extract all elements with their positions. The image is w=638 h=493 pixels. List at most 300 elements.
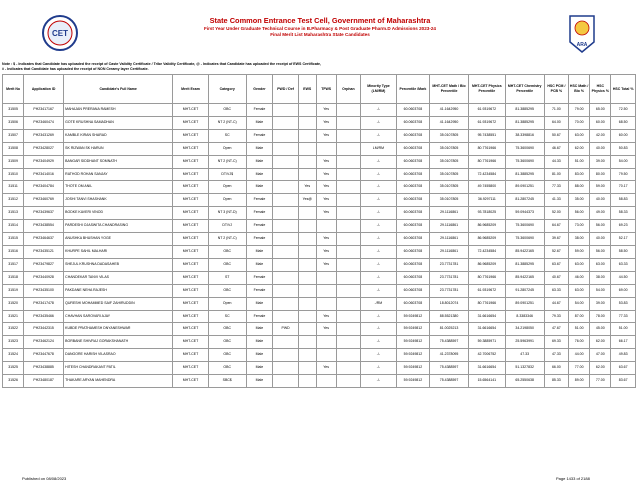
table-cell: MHT-CET bbox=[173, 362, 209, 375]
table-cell bbox=[336, 323, 360, 336]
table-cell: 31.6616654 bbox=[469, 362, 506, 375]
table-cell: 63.00 bbox=[590, 258, 611, 271]
table-cell bbox=[336, 349, 360, 362]
table-cell: 31507 bbox=[3, 129, 24, 142]
table-cell: 41.2378095 bbox=[430, 349, 469, 362]
table-cell: 51.00 bbox=[569, 323, 590, 336]
table-cell: 56.00 bbox=[590, 245, 611, 258]
table-cell bbox=[298, 336, 316, 349]
table-cell: 35.0107805 bbox=[430, 168, 469, 181]
table-cell: 62.00 bbox=[590, 362, 611, 375]
table-cell: 59.9249812 bbox=[396, 362, 429, 375]
table-cell: Female bbox=[246, 271, 273, 284]
table-cell: 60.0603708 bbox=[396, 129, 429, 142]
table-cell: 70.00 bbox=[569, 116, 590, 129]
table-cell: -/- bbox=[361, 194, 397, 207]
table-cell: Yes bbox=[316, 258, 336, 271]
table-cell: 58.50 bbox=[611, 245, 636, 258]
table-cell: 60.0603708 bbox=[396, 181, 429, 194]
table-cell: 51.00 bbox=[569, 155, 590, 168]
table-cell bbox=[273, 310, 299, 323]
table-cell bbox=[298, 323, 316, 336]
table-cell: BANGAR SIDDHANT SOMNATH bbox=[64, 155, 173, 168]
table-row bbox=[3, 220, 636, 233]
table-cell: -/- bbox=[361, 116, 397, 129]
page-header bbox=[0, 14, 638, 58]
table-cell: 80.7761966 bbox=[469, 297, 506, 310]
table-cell: 59.0944373 bbox=[505, 207, 544, 220]
table-cell: KUBDE PRATHAMESH DNYANESHWAR bbox=[64, 323, 173, 336]
table-cell bbox=[273, 336, 299, 349]
table-cell: OBC bbox=[208, 104, 246, 117]
table-cell: Male bbox=[246, 362, 273, 375]
table-cell: JOSHI TANVI SHASHANK bbox=[64, 194, 173, 207]
table-cell: 25.5963991 bbox=[505, 336, 544, 349]
table-cell: 93.7818025 bbox=[469, 207, 506, 220]
published-date: Published on 08/08/2023 bbox=[22, 476, 67, 481]
table-cell: RATHOD ROHAN SANJAY bbox=[64, 168, 173, 181]
table-cell: PH23435466 bbox=[24, 310, 64, 323]
table-cell: Yes bbox=[316, 129, 336, 142]
table-cell: Male bbox=[246, 116, 273, 129]
table-cell: 31518 bbox=[3, 271, 24, 284]
table-cell: PH23439637 bbox=[24, 207, 64, 220]
table-cell: HITESH CHANDRAKANT PATIL bbox=[64, 362, 173, 375]
table-cell: ST bbox=[208, 271, 246, 284]
table-cell bbox=[273, 104, 299, 117]
table-cell: MHT-CET bbox=[173, 155, 209, 168]
table-cell: 78.00 bbox=[590, 310, 611, 323]
table-cell: 31508 bbox=[3, 142, 24, 155]
table-cell: 54.00 bbox=[569, 297, 590, 310]
table-cell: MHT-CET bbox=[173, 284, 209, 297]
table-cell: 60.0603708 bbox=[396, 284, 429, 297]
table-cell: 54.00 bbox=[611, 155, 636, 168]
table-cell bbox=[273, 116, 299, 129]
table-cell: 59.3885971 bbox=[469, 336, 506, 349]
table-cell: 60.0603708 bbox=[396, 168, 429, 181]
table-cell: PH23428027 bbox=[24, 142, 64, 155]
table-cell: 81.00 bbox=[544, 168, 568, 181]
note-line-2: # - Indicates that Candidate has uploaded the receipt of NON Creamy layer Certificate. bbox=[2, 67, 149, 71]
table-cell: 60.0603708 bbox=[396, 207, 429, 220]
table-cell: -/- bbox=[361, 323, 397, 336]
table-cell bbox=[298, 375, 316, 388]
table-cell: Yes bbox=[316, 245, 336, 258]
table-cell: 47.33 bbox=[505, 349, 544, 362]
table-cell: 46.00 bbox=[569, 271, 590, 284]
table-cell: 91.2807245 bbox=[505, 284, 544, 297]
table-cell: Yes bbox=[316, 116, 336, 129]
table-cell: 81.3885295 bbox=[505, 258, 544, 271]
table-cell: 89.00 bbox=[569, 375, 590, 388]
table-cell: 75.3600690 bbox=[505, 220, 544, 233]
table-row bbox=[3, 297, 636, 310]
ara-logo-icon bbox=[568, 14, 596, 54]
table-cell: 31511 bbox=[3, 181, 24, 194]
table-cell: 64.00 bbox=[544, 116, 568, 129]
table-cell: Female bbox=[246, 233, 273, 246]
table-cell: -/- bbox=[361, 336, 397, 349]
table-cell: 41.33 bbox=[544, 194, 568, 207]
table-cell: MHT-CET bbox=[173, 220, 209, 233]
table-cell: 15.6564141 bbox=[469, 375, 506, 388]
table-cell: 63.33 bbox=[611, 258, 636, 271]
table-cell bbox=[273, 207, 299, 220]
table-cell: 59.9249812 bbox=[396, 323, 429, 336]
column-header: PWD / Def bbox=[273, 75, 299, 104]
table-cell: 60.0603708 bbox=[396, 116, 429, 129]
table-cell: Male bbox=[246, 349, 273, 362]
table-cell: 86.9685209 bbox=[469, 233, 506, 246]
table-cell: 52.00 bbox=[544, 207, 568, 220]
table-cell bbox=[336, 233, 360, 246]
table-cell: 76.00 bbox=[569, 336, 590, 349]
table-cell: 63.67 bbox=[611, 362, 636, 375]
table-cell: 70.17 bbox=[611, 181, 636, 194]
table-cell: 31.6616654 bbox=[469, 323, 506, 336]
table-cell: 59.00 bbox=[590, 181, 611, 194]
table-cell: 31521 bbox=[3, 310, 24, 323]
table-cell: 71.00 bbox=[544, 104, 568, 117]
table-cell: 35.0107805 bbox=[430, 155, 469, 168]
table-cell: PH23435121 bbox=[24, 245, 64, 258]
table-cell: 31516 bbox=[3, 245, 24, 258]
table-cell: 86.9685209 bbox=[469, 220, 506, 233]
table-cell bbox=[298, 220, 316, 233]
table-cell: -/RM bbox=[361, 297, 397, 310]
table-cell: NT 2 (NT-C) bbox=[208, 155, 246, 168]
table-cell: 31512 bbox=[3, 194, 24, 207]
table-cell: NT 3 (NT-D) bbox=[208, 207, 246, 220]
table-cell: 81.3885295 bbox=[505, 116, 544, 129]
table-cell bbox=[336, 104, 360, 117]
table-cell: Female bbox=[246, 129, 273, 142]
table-cell: PH23438885 bbox=[24, 362, 64, 375]
table-cell bbox=[336, 168, 360, 181]
table-cell bbox=[273, 129, 299, 142]
column-header: Merit Exam bbox=[173, 75, 209, 104]
table-cell: 80.00 bbox=[590, 168, 611, 181]
table-cell: Male bbox=[246, 258, 273, 271]
table-cell bbox=[273, 284, 299, 297]
table-cell: Female bbox=[246, 310, 273, 323]
table-cell bbox=[336, 142, 360, 155]
table-cell: 59.00 bbox=[569, 245, 590, 258]
table-cell: 80.7761966 bbox=[469, 271, 506, 284]
merit-list-table bbox=[2, 74, 636, 388]
table-cell: MHT-CET bbox=[173, 181, 209, 194]
table-cell: MHT-CET bbox=[173, 116, 209, 129]
table-cell: 44.67 bbox=[544, 297, 568, 310]
table-cell: Male bbox=[246, 142, 273, 155]
table-cell: 60.0603708 bbox=[396, 233, 429, 246]
table-cell: -/- bbox=[361, 207, 397, 220]
table-cell: 31525 bbox=[3, 362, 24, 375]
table-cell: 39.67 bbox=[544, 233, 568, 246]
table-cell: 51.1327832 bbox=[505, 362, 544, 375]
table-cell bbox=[273, 168, 299, 181]
table-row bbox=[3, 155, 636, 168]
table-cell bbox=[273, 258, 299, 271]
table-cell: 49.83 bbox=[611, 349, 636, 362]
table-cell: CHANDEKAR TANVI VILAS bbox=[64, 271, 173, 284]
table-cell: 8.3383346 bbox=[505, 310, 544, 323]
table-cell bbox=[298, 258, 316, 271]
table-cell: 85.33 bbox=[544, 375, 568, 388]
table-cell: 31509 bbox=[3, 155, 24, 168]
table-cell: -/- bbox=[361, 155, 397, 168]
list-title: Final Merit List Maharashtra State Candidates bbox=[270, 32, 370, 37]
table-cell: MHT-CET bbox=[173, 104, 209, 117]
table-cell bbox=[316, 336, 336, 349]
table-cell: 60.0603708 bbox=[396, 271, 429, 284]
column-header: HSC Physics % bbox=[590, 75, 611, 104]
table-cell bbox=[298, 207, 316, 220]
table-cell: Yes bbox=[316, 362, 336, 375]
column-header: EWS bbox=[298, 75, 316, 104]
table-cell: 75.3600690 bbox=[505, 142, 544, 155]
table-cell: 60.0603708 bbox=[396, 297, 429, 310]
table-row bbox=[3, 181, 636, 194]
table-cell: ANUSHKA BHUSHAN YOGE bbox=[64, 233, 173, 246]
table-cell: Male bbox=[246, 245, 273, 258]
table-cell: 60.0603708 bbox=[396, 220, 429, 233]
column-header: Category bbox=[208, 75, 246, 104]
table-cell: OBC bbox=[208, 336, 246, 349]
table-cell: 45.00 bbox=[590, 323, 611, 336]
page-number: Page 1433 of 2188 bbox=[556, 476, 590, 481]
table-row bbox=[3, 336, 636, 349]
table-cell: 49.00 bbox=[590, 207, 611, 220]
table-cell: 23.7731781 bbox=[430, 258, 469, 271]
table-cell: -/- bbox=[361, 104, 397, 117]
table-cell: Male bbox=[246, 375, 273, 388]
table-cell: 75.4388597 bbox=[430, 362, 469, 375]
table-cell: 69.23 bbox=[611, 220, 636, 233]
table-cell: 68.50 bbox=[611, 116, 636, 129]
table-cell: MHT-CET bbox=[173, 349, 209, 362]
table-cell bbox=[336, 207, 360, 220]
table-cell: 59.9249812 bbox=[396, 349, 429, 362]
table-cell: 80.7761966 bbox=[469, 142, 506, 155]
table-cell: KHURPE SAHIL MALHARI bbox=[64, 245, 173, 258]
table-cell: MHT-CET bbox=[173, 142, 209, 155]
table-cell: Female bbox=[246, 284, 273, 297]
table-cell: Open bbox=[208, 194, 246, 207]
table-cell bbox=[336, 258, 360, 271]
table-cell: 46.67 bbox=[544, 142, 568, 155]
table-cell: 31517 bbox=[3, 258, 24, 271]
table-cell bbox=[298, 310, 316, 323]
table-row bbox=[3, 245, 636, 258]
page-title: State Common Entrance Test Cell, Government of Maharashtra bbox=[209, 16, 431, 25]
table-cell bbox=[298, 349, 316, 362]
table-cell bbox=[316, 271, 336, 284]
table-cell: 72.4234584 bbox=[469, 168, 506, 181]
table-cell: -/- bbox=[361, 310, 397, 323]
table-cell: KAMBLE KIRAN SHARAD bbox=[64, 129, 173, 142]
table-cell: 47.33 bbox=[544, 349, 568, 362]
table-cell: PH23404929 bbox=[24, 155, 64, 168]
table-cell: Yes bbox=[316, 207, 336, 220]
table-cell: 77.00 bbox=[590, 375, 611, 388]
table-cell bbox=[273, 142, 299, 155]
table-cell: 58.83 bbox=[611, 194, 636, 207]
table-cell bbox=[336, 194, 360, 207]
table-cell: PH23464637 bbox=[24, 233, 64, 246]
table-cell: 29.1116861 bbox=[430, 233, 469, 246]
table-cell: -/- bbox=[361, 129, 397, 142]
table-cell: Male bbox=[246, 336, 273, 349]
table-cell: OBC bbox=[208, 349, 246, 362]
table-cell: LM/RM bbox=[361, 142, 397, 155]
table-cell bbox=[336, 155, 360, 168]
table-cell: 63.00 bbox=[569, 284, 590, 297]
table-cell: PH23438554 bbox=[24, 220, 64, 233]
table-cell: 79.50 bbox=[611, 168, 636, 181]
table-cell: 35.0107805 bbox=[430, 129, 469, 142]
table-row bbox=[3, 258, 636, 271]
table-cell bbox=[273, 271, 299, 284]
table-row bbox=[3, 375, 636, 388]
table-cell bbox=[336, 375, 360, 388]
table-cell: -/- bbox=[361, 245, 397, 258]
table-cell: DANGORE HARISH VILASRAO bbox=[64, 349, 173, 362]
table-cell: SHEJUL KRUSHNA DADASAHEB bbox=[64, 258, 173, 271]
table-cell: 40.00 bbox=[590, 194, 611, 207]
table-cell: MHT-CET bbox=[173, 168, 209, 181]
table-cell: Male bbox=[246, 168, 273, 181]
table-cell: 69.00 bbox=[611, 284, 636, 297]
table-cell: Yes bbox=[316, 194, 336, 207]
table-cell: DT/VJ bbox=[208, 220, 246, 233]
table-cell: PAKDANE NEHA RAJESH bbox=[64, 284, 173, 297]
table-cell: 31505 bbox=[3, 104, 24, 117]
table-cell: 80.7761966 bbox=[469, 155, 506, 168]
table-cell bbox=[298, 271, 316, 284]
table-cell: 89.0901251 bbox=[505, 297, 544, 310]
table-cell: PH23460769 bbox=[24, 194, 64, 207]
table-cell: Open bbox=[208, 142, 246, 155]
table-cell bbox=[298, 297, 316, 310]
table-cell: 31524 bbox=[3, 349, 24, 362]
table-row bbox=[3, 129, 636, 142]
table-cell: Yes bbox=[316, 168, 336, 181]
table-cell: 51.00 bbox=[611, 323, 636, 336]
page-subtitle: First Year Under Graduate Technical Course in B.Pharmacy & Post Graduate Pharm.D Admissions 2023-24 bbox=[204, 26, 436, 31]
table-cell bbox=[336, 297, 360, 310]
table-cell: -/- bbox=[361, 233, 397, 246]
table-cell: 61.9319672 bbox=[469, 284, 506, 297]
column-header: HSC Math / Bio % bbox=[569, 75, 590, 104]
table-cell: PH23417167 bbox=[24, 104, 64, 117]
table-cell: 61.9319672 bbox=[469, 116, 506, 129]
table-cell: MHT-CET bbox=[173, 194, 209, 207]
table-cell: 44.50 bbox=[611, 271, 636, 284]
table-cell: 62.00 bbox=[590, 336, 611, 349]
table-cell: 79.00 bbox=[569, 104, 590, 117]
table-cell bbox=[298, 245, 316, 258]
column-header: Orphan bbox=[336, 75, 360, 104]
table-cell: Male bbox=[246, 155, 273, 168]
table-cell: 31520 bbox=[3, 297, 24, 310]
table-cell: 72.50 bbox=[611, 104, 636, 117]
logo-right-text: ARA bbox=[576, 42, 588, 48]
table-cell: 56.00 bbox=[569, 207, 590, 220]
table-cell: PWD bbox=[273, 323, 299, 336]
column-header: Minority Type (LM/RM) bbox=[361, 75, 397, 104]
table-cell: 95.7438551 bbox=[469, 129, 506, 142]
table-row bbox=[3, 271, 636, 284]
table-cell: 60.0603708 bbox=[396, 258, 429, 271]
table-cell bbox=[316, 375, 336, 388]
table-cell: 69.33 bbox=[544, 336, 568, 349]
table-cell: 31.6616654 bbox=[469, 310, 506, 323]
table-cell bbox=[298, 142, 316, 155]
table-cell bbox=[298, 104, 316, 117]
table-cell: Female bbox=[246, 207, 273, 220]
table-cell: 83.67 bbox=[611, 375, 636, 388]
column-header: Percentile /Mark bbox=[396, 75, 429, 104]
table-cell: Yes bbox=[316, 104, 336, 117]
table-cell: 40.00 bbox=[590, 142, 611, 155]
table-cell: 53.83 bbox=[611, 297, 636, 310]
table-cell: PH23447678 bbox=[24, 349, 64, 362]
table-cell: 34.2198050 bbox=[505, 323, 544, 336]
column-header: MHT-CET Physics Percentile bbox=[469, 75, 506, 104]
table-cell: 77.33 bbox=[611, 310, 636, 323]
table-row bbox=[3, 362, 636, 375]
table-cell: 79.33 bbox=[544, 310, 568, 323]
table-cell: 86.9685209 bbox=[469, 258, 506, 271]
table-cell: -/- bbox=[361, 349, 397, 362]
table-cell: Male bbox=[246, 181, 273, 194]
table-row bbox=[3, 284, 636, 297]
table-cell bbox=[336, 362, 360, 375]
table-cell: PH23404784 bbox=[24, 181, 64, 194]
table-cell: -/- bbox=[361, 258, 397, 271]
table-cell: 42.00 bbox=[590, 129, 611, 142]
table-cell: MHT-CET bbox=[173, 258, 209, 271]
table-cell bbox=[336, 116, 360, 129]
table-cell: 23.7731781 bbox=[430, 284, 469, 297]
table-cell: MHT-CET bbox=[173, 310, 209, 323]
table-cell: 85.9422165 bbox=[505, 245, 544, 258]
table-cell bbox=[336, 271, 360, 284]
table-cell: MHT-CET bbox=[173, 375, 209, 388]
table-cell: 29.1116861 bbox=[430, 207, 469, 220]
table-cell: 31526 bbox=[3, 375, 24, 388]
table-cell: 31506 bbox=[3, 116, 24, 129]
table-cell: 58.33 bbox=[611, 207, 636, 220]
table-cell: 47.00 bbox=[590, 349, 611, 362]
table-cell: PARDESHI OJASWITA CHANDRASING bbox=[64, 220, 173, 233]
table-cell: 60.0603708 bbox=[396, 142, 429, 155]
table-cell: 54.00 bbox=[590, 284, 611, 297]
table-cell bbox=[336, 181, 360, 194]
table-cell: THAKARE ARYAN MAHENDRA bbox=[64, 375, 173, 388]
table-cell: 31514 bbox=[3, 220, 24, 233]
table-cell: 60.0603708 bbox=[396, 104, 429, 117]
table-cell: 63.00 bbox=[569, 129, 590, 142]
table-cell: 75.3600690 bbox=[505, 155, 544, 168]
table-cell: 49.7455800 bbox=[469, 181, 506, 194]
table-cell: PH23480187 bbox=[24, 375, 64, 388]
table-cell: 38.00 bbox=[590, 271, 611, 284]
table-cell: OBC bbox=[208, 284, 246, 297]
table-cell: 60.00 bbox=[611, 129, 636, 142]
